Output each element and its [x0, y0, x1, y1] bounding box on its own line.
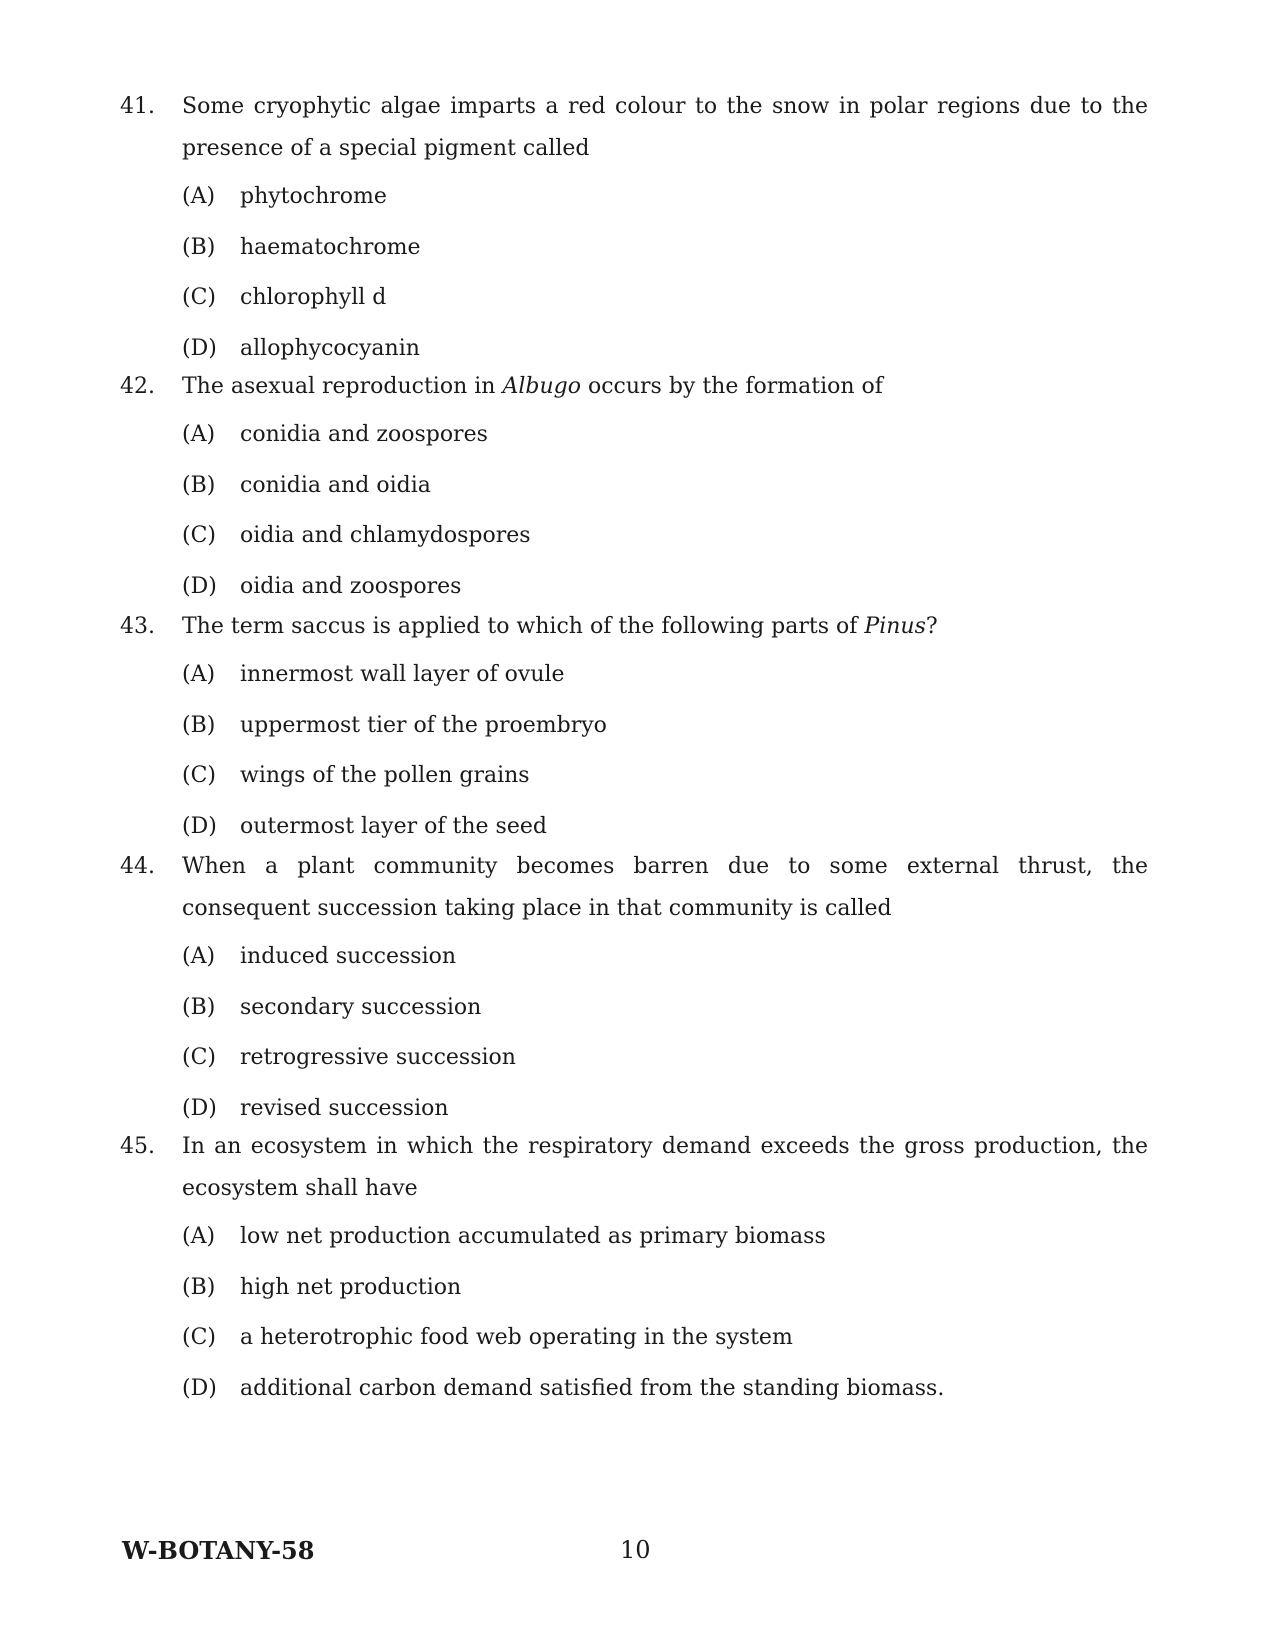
question-text — [182, 1126, 1148, 1210]
option-a — [182, 654, 1148, 705]
option-text: high net production — [240, 1274, 462, 1300]
option-c — [182, 755, 1148, 806]
question-number: 45. — [120, 1134, 155, 1159]
option-b — [182, 987, 1148, 1038]
option-letter: (B) — [182, 994, 216, 1020]
option-text: revised succession — [240, 1095, 449, 1121]
option-text: secondary succession — [240, 994, 482, 1020]
option-c — [182, 515, 1148, 566]
option-c — [182, 1317, 1148, 1368]
option-letter: (D) — [182, 1375, 217, 1401]
option-text: uppermost tier of the proembryo — [240, 712, 607, 738]
options-list — [182, 1216, 1148, 1418]
option-text: additional carbon demand satisfied from the standing biomass. — [240, 1375, 945, 1401]
question-text-italic: Albugo — [502, 374, 581, 399]
option-text: outermost layer of the seed — [240, 813, 547, 839]
question-text-part: The asexual reproduction in — [182, 374, 503, 399]
question-41 — [120, 86, 1148, 378]
option-text: oidia and chlamydospores — [240, 523, 531, 548]
question-number: 42. — [120, 374, 155, 399]
option-text: wings of the pollen grains — [240, 763, 530, 788]
option-a — [182, 176, 1148, 227]
option-b — [182, 227, 1148, 278]
question-text-part: In an ecosystem in which the respiratory demand exceeds the gross production, the ecosystem shall have — [182, 1134, 1148, 1201]
option-letter: (B) — [182, 472, 216, 498]
option-text: oidia and zoospores — [240, 573, 462, 599]
option-text: induced succession — [240, 944, 457, 969]
question-43 — [120, 606, 1148, 856]
question-text — [182, 606, 1148, 648]
option-text: innermost wall layer of ovule — [240, 662, 565, 687]
option-letter: (A) — [182, 1224, 216, 1249]
question-number: 43. — [120, 614, 155, 639]
question-text — [182, 366, 1148, 408]
question-text-part: The term saccus is applied to which of the following parts of — [182, 614, 865, 639]
option-letter: (C) — [182, 285, 216, 310]
question-text-part: ? — [925, 614, 938, 639]
option-a — [182, 414, 1148, 465]
option-letter: (D) — [182, 813, 217, 839]
options-list — [182, 414, 1148, 616]
option-letter: (C) — [182, 1045, 216, 1070]
options-list — [182, 654, 1148, 856]
question-42 — [120, 366, 1148, 616]
question-number: 44. — [120, 854, 155, 879]
option-text: retrogressive succession — [240, 1045, 516, 1070]
option-text: conidia and zoospores — [240, 422, 488, 447]
option-d — [182, 1368, 1148, 1419]
option-letter: (A) — [182, 422, 216, 447]
option-text: conidia and oidia — [240, 472, 431, 498]
option-letter: (C) — [182, 1325, 216, 1350]
option-a — [182, 1216, 1148, 1267]
question-45 — [120, 1126, 1148, 1418]
option-letter: (B) — [182, 712, 216, 738]
option-a — [182, 936, 1148, 987]
option-text: low net production accumulated as primary biomass — [240, 1224, 826, 1249]
question-text-part: When a plant community becomes barren due to some external thrust, the consequent succession taking place in that community is called — [182, 854, 1148, 921]
option-letter: (D) — [182, 573, 217, 599]
option-c — [182, 1037, 1148, 1088]
options-list — [182, 936, 1148, 1138]
option-text: haematochrome — [240, 234, 421, 260]
question-text-part: Some cryophytic algae imparts a red colour to the snow in polar regions due to the presence of a special pigment called — [182, 94, 1148, 161]
option-b — [182, 705, 1148, 756]
question-44 — [120, 846, 1148, 1138]
option-letter: (D) — [182, 335, 217, 361]
option-letter: (B) — [182, 234, 216, 260]
option-letter: (D) — [182, 1095, 217, 1121]
option-letter: (B) — [182, 1274, 216, 1300]
option-letter: (A) — [182, 944, 216, 969]
option-letter: (C) — [182, 523, 216, 548]
question-text — [182, 86, 1148, 170]
option-text: allophycocyanin — [240, 335, 420, 361]
option-text: chlorophyll d — [240, 285, 387, 310]
option-b — [182, 1267, 1148, 1318]
question-text-part: occurs by the formation of — [580, 374, 883, 399]
option-letter: (C) — [182, 763, 216, 788]
question-number: 41. — [120, 94, 155, 119]
option-letter: (A) — [182, 184, 216, 209]
paper-code: W-BOTANY-58 — [122, 1536, 315, 1565]
option-b — [182, 465, 1148, 516]
option-c — [182, 277, 1148, 328]
question-text-italic: Pinus — [864, 614, 926, 639]
option-text: a heterotrophic food web operating in the system — [240, 1325, 793, 1350]
options-list — [182, 176, 1148, 378]
option-text: phytochrome — [240, 184, 387, 209]
option-letter: (A) — [182, 662, 216, 687]
question-text — [182, 846, 1148, 930]
page-number: 10 — [620, 1536, 651, 1564]
